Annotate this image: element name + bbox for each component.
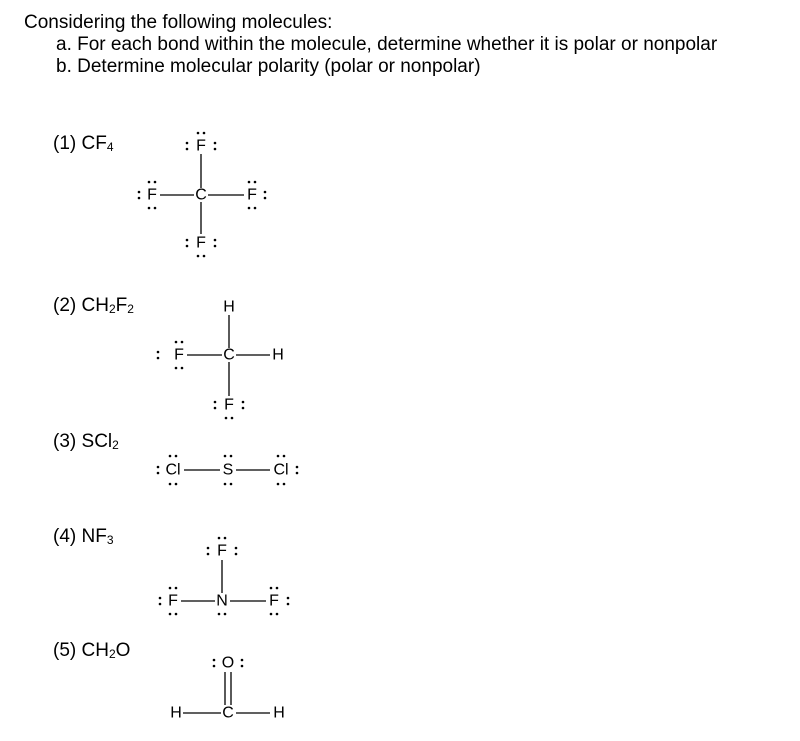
lone-pair-dot <box>197 255 200 258</box>
lone-pair-dot <box>283 455 286 458</box>
molecule-number: (5) <box>53 640 77 661</box>
formula-text: O <box>115 640 131 661</box>
lone-pair-dot <box>277 455 280 458</box>
atom-center: C <box>223 346 235 364</box>
lone-pair-dot <box>157 472 160 475</box>
lone-pair-dot <box>241 659 244 662</box>
lone-pair-dot <box>254 207 257 210</box>
formula-text: F <box>115 295 128 316</box>
atom-top: H <box>223 298 235 316</box>
lone-pair-dot <box>181 341 184 344</box>
atom-right: F <box>247 186 257 204</box>
lone-pair-dot <box>287 597 290 600</box>
atom-bottom: F <box>196 234 206 252</box>
lone-pair-dot <box>270 587 273 590</box>
lone-pair-dot <box>169 455 172 458</box>
lone-pair-dot <box>186 148 189 151</box>
lewis-structure-ch2o <box>170 655 285 722</box>
lone-pair-dot <box>169 483 172 486</box>
lewis-structure-ch2f2 <box>157 299 284 420</box>
lone-pair-dot <box>175 587 178 590</box>
formula-subscript: 2 <box>108 302 116 316</box>
lone-pair-dot <box>276 613 279 616</box>
lone-pair-dot <box>175 341 178 344</box>
lone-pair-dot <box>181 367 184 370</box>
lone-pair-dot <box>214 142 217 145</box>
question-intro: Considering the following molecules: <box>24 12 333 33</box>
lone-pair-dot <box>296 466 299 469</box>
lone-pair-dot <box>186 245 189 248</box>
lone-pair-dot <box>186 142 189 145</box>
lone-pair-dot <box>197 132 200 135</box>
molecule-number: (3) <box>53 431 77 452</box>
lone-pair-dot <box>287 603 290 606</box>
lone-pair-dot <box>148 181 151 184</box>
molecule-number: (2) <box>53 295 77 316</box>
lone-pair-dot <box>235 553 238 556</box>
lone-pair-dot <box>186 239 189 242</box>
atom-right: H <box>273 704 285 722</box>
question-item-b: b. Determine molecular polarity (polar or nonpolar) <box>56 56 481 77</box>
lone-pair-dot <box>224 613 227 616</box>
lone-pair-dot <box>264 197 267 200</box>
lone-pair-dot <box>264 191 267 194</box>
lone-pair-dot <box>148 207 151 210</box>
lone-pair-dot <box>254 181 257 184</box>
lone-pair-dot <box>225 417 228 420</box>
lone-pair-dot <box>230 455 233 458</box>
lone-pair-dot <box>242 407 245 410</box>
lone-pair-dot <box>159 597 162 600</box>
lone-pair-dot <box>157 351 160 354</box>
lone-pair-dot <box>157 466 160 469</box>
lone-pair-dot <box>213 659 216 662</box>
lewis-structure-nf3 <box>159 537 290 616</box>
formula-subscript: 4 <box>106 140 114 154</box>
formula-subscript: 2 <box>127 302 134 316</box>
lone-pair-dot <box>157 357 160 360</box>
question-item-a: a. For each bond within the molecule, determine whether it is polar or nonpolar <box>56 34 718 55</box>
lone-pair-dot <box>154 181 157 184</box>
atom-center: C <box>222 704 234 722</box>
atom-right: F <box>269 592 279 610</box>
lone-pair-dot <box>175 367 178 370</box>
molecule-number: (1) <box>53 133 77 154</box>
atom-left: F <box>147 186 157 204</box>
formula-text: SCl <box>81 431 113 452</box>
atom-left: H <box>170 704 182 722</box>
atom-bottom: F <box>224 396 234 414</box>
lone-pair-dot <box>231 417 234 420</box>
lone-pair-dot <box>230 483 233 486</box>
formula-subscript: 2 <box>108 647 116 661</box>
lone-pair-dot <box>214 407 217 410</box>
lone-pair-dot <box>218 613 221 616</box>
lone-pair-dot <box>214 245 217 248</box>
lone-pair-dot <box>175 483 178 486</box>
lone-pair-dot <box>169 613 172 616</box>
lone-pair-dot <box>207 547 210 550</box>
lone-pair-dot <box>213 665 216 668</box>
atom-left: F <box>168 592 178 610</box>
atom-right: Cl <box>273 461 289 479</box>
lone-pair-dot <box>169 587 172 590</box>
formula-text: NF <box>81 526 107 547</box>
lone-pair-dot <box>138 197 141 200</box>
lone-pair-dot <box>224 455 227 458</box>
atom-right: H <box>272 346 284 364</box>
atom-left: F <box>174 346 184 364</box>
lone-pair-dot <box>218 537 221 540</box>
formula-subscript: 3 <box>106 533 114 547</box>
formula-text: CF <box>81 133 107 154</box>
formula-text: CH <box>81 640 109 661</box>
lone-pair-dot <box>276 587 279 590</box>
lone-pair-dot <box>214 239 217 242</box>
formula-text: CH <box>81 295 109 316</box>
atom-center: N <box>216 592 228 610</box>
molecule-number: (4) <box>53 526 77 547</box>
lewis-structure-cf4 <box>138 132 267 258</box>
lone-pair-dot <box>203 255 206 258</box>
lone-pair-dot <box>296 472 299 475</box>
atom-top: F <box>196 137 206 155</box>
lone-pair-dot <box>270 613 273 616</box>
lone-pair-dot <box>248 181 251 184</box>
lone-pair-dot <box>207 553 210 556</box>
lone-pair-dot <box>224 483 227 486</box>
lone-pair-dot <box>242 401 245 404</box>
atom-center: C <box>195 186 207 204</box>
lewis-structure-scl2 <box>157 455 299 486</box>
formula-subscript: 2 <box>112 438 119 452</box>
lone-pair-dot <box>214 148 217 151</box>
lone-pair-dot <box>241 665 244 668</box>
lone-pair-dot <box>203 132 206 135</box>
atom-center: S <box>222 461 234 479</box>
lone-pair-dot <box>159 603 162 606</box>
lone-pair-dot <box>175 613 178 616</box>
lone-pair-dot <box>235 547 238 550</box>
atom-left: Cl <box>165 461 181 479</box>
lone-pair-dot <box>154 207 157 210</box>
lone-pair-dot <box>224 537 227 540</box>
lone-pair-dot <box>248 207 251 210</box>
lone-pair-dot <box>214 401 217 404</box>
atom-top: O <box>221 654 235 672</box>
lone-pair-dot <box>283 483 286 486</box>
lone-pair-dot <box>175 455 178 458</box>
lone-pair-dot <box>277 483 280 486</box>
atom-top: F <box>217 542 227 560</box>
lone-pair-dot <box>138 191 141 194</box>
